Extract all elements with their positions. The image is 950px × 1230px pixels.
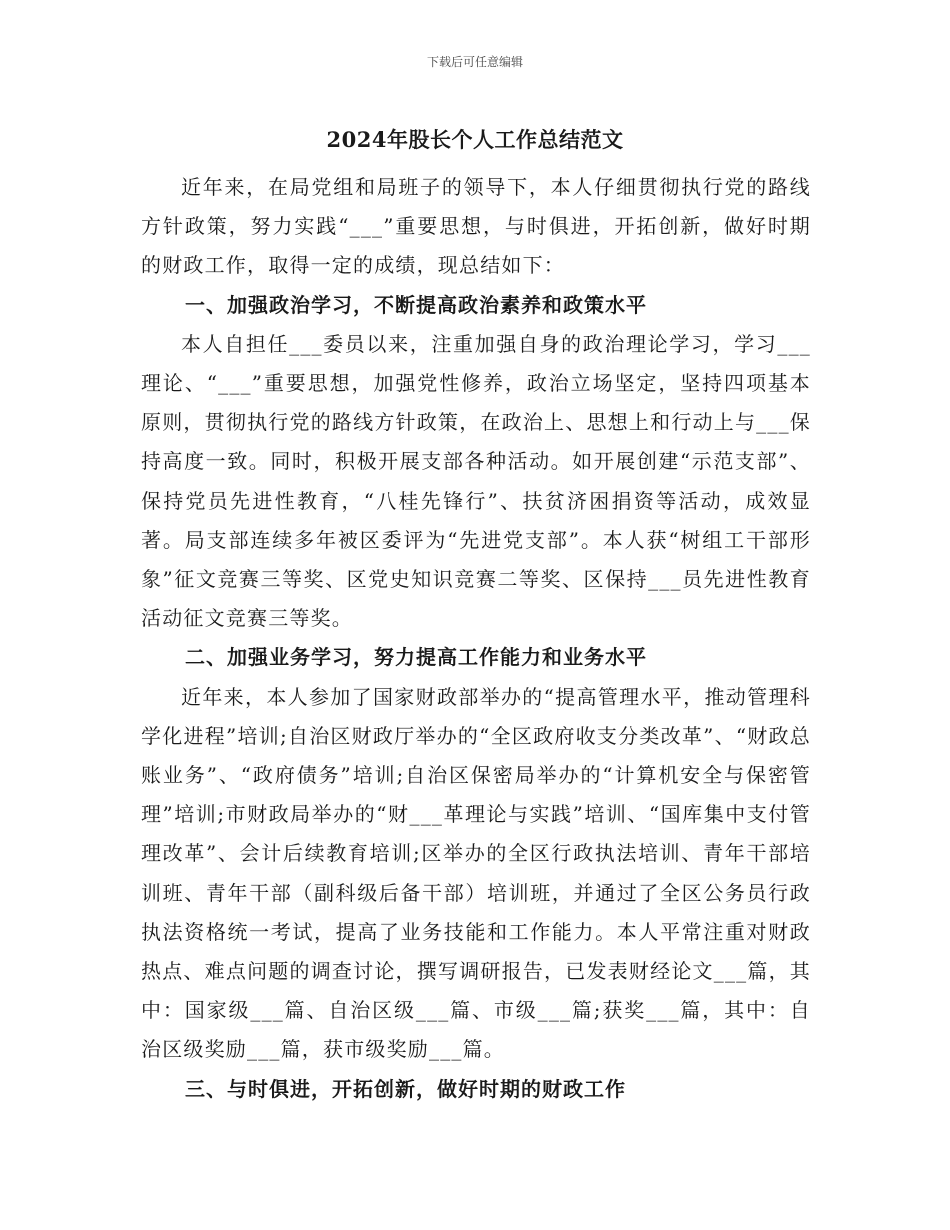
- section-2-paragraph: 近年来，本人参加了国家财政部举办的“提高管理水平，推动管理科学化进程”培训;自治区财政厅举办的“全区政府收支分类改革”、“财政总账业务”、“政府债务”培训;自治区保密局举办的“计算机安全与保密管理”培训;市财政局举办的“财___革理论与实践”培训、“国库集中支付管理改革”、会计后续教育培训;区举办的全区行政执法培训、青年干部培训班、青年干部（副科级后备干部）培训班，并通过了全区公务员行政执法资格统一考试，提高了业务技能和工作能力。本人平常注重对财政热点、难点问题的调查讨论，撰写调研报告，已发表财经论文___篇，其中：国家级___篇、自治区级___篇、市级___篇;获奖___篇，其中：自治区级奖励___篇，获市级奖励___篇。: [141, 684, 811, 1062]
- section-2-heading: 二、加强业务学习，努力提高工作能力和业务水平: [185, 645, 647, 670]
- header-note: 下载后可任意编辑: [426, 55, 523, 69]
- section-1-paragraph: 本人自担任___委员以来，注重加强自身的政治理论学习，学习___理论、“___”重要思想，加强党性修养，政治立场坚定，坚持四项基本原则，贯彻执行党的路线方针政策，在政治上、思想上和行动上与___保持高度一致。同时，积极开展支部各种活动。如开展创建“示范支部”、保持党员先进性教育，“八桂先锋行”、扶贫济困捐资等活动，成效显著。局支部连续多年被区委评为“先进党支部”。本人获“树组工干部形象”征文竞赛三等奖、区党史知识竞赛二等奖、区保持___员先进性教育活动征文竞赛三等奖。: [141, 331, 811, 631]
- document-body: [141, 168, 811, 1109]
- section-3-heading: 三、与时俱进，开拓创新，做好时期的财政工作: [185, 1076, 626, 1101]
- intro-paragraph: 近年来，在局党组和局班子的领导下，本人仔细贯彻执行党的路线方针政策，努力实践“___”重要思想，与时俱进，开拓创新，做好时期的财政工作，取得一定的成绩，现总结如下：: [141, 175, 811, 278]
- section-1-heading: 一、加强政治学习，不断提高政治素养和政策水平: [185, 292, 647, 317]
- document-title: 2024年股长个人工作总结范文: [326, 127, 624, 152]
